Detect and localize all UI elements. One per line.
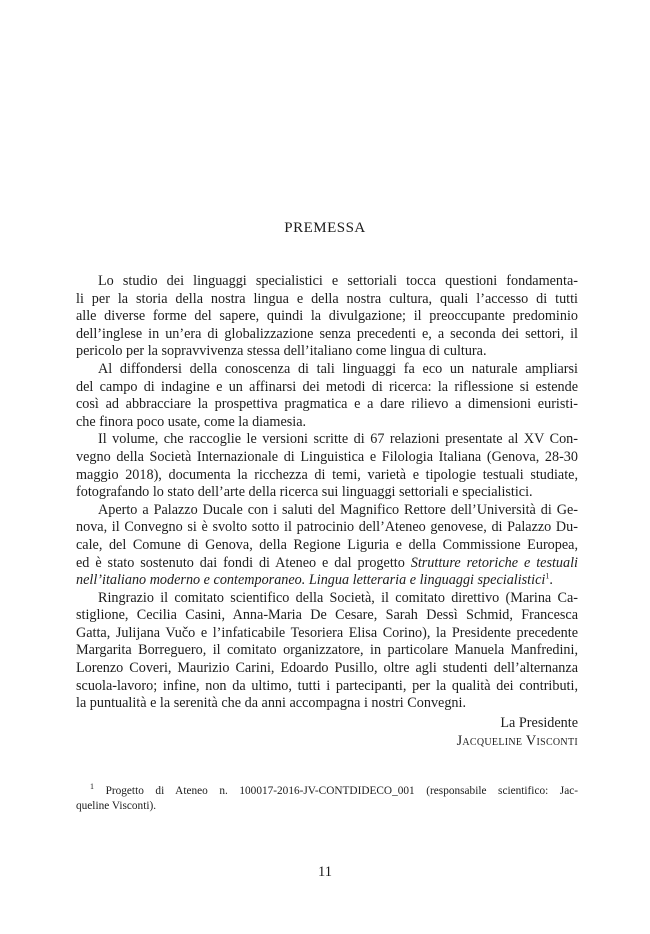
- paragraph-5-line-4: Margarita Borreguero, il comitato organizzatore, in particolare Manuela Manfredini,: [76, 642, 578, 659]
- paragraph-3-line-1: Il volume, che raccoglie le versioni scritte di 67 relazioni presentate al XV Con-: [98, 431, 578, 448]
- paragraph-1-line-1: Lo studio dei linguaggi specialistici e settoriali tocca questioni fondamenta-: [98, 273, 578, 289]
- paragraph-5-line-1: Ringrazio il comitato scientifico della Società, il comitato direttivo (Marina Ca-: [98, 589, 578, 606]
- signature-name: Jacqueline Visconti: [456, 733, 578, 749]
- project-title-part-1: Strutture retoriche e testuali: [410, 554, 578, 571]
- paragraph-1-line-2: li per la storia della nostra lingua e della nostra cultura, quali l’accesso di tutti: [76, 290, 578, 307]
- paragraph-4-line-2: nova, il Convegno si è svolto sotto il patrocinio dell’Ateneo genovese, di Palazzo Du-: [76, 519, 578, 536]
- signature-block: [457, 714, 578, 750]
- footnote-reference[interactable]: 1: [545, 571, 550, 581]
- paragraph-4-line-5: [76, 572, 578, 590]
- footnote-line-1-text: Progetto di Ateneo n. 100017-2016-JV-CONTDIDECO_001 (responsabile scientifico: Jac-: [105, 785, 578, 797]
- paragraph-3-line-2: vegno della Società Internazionale di Linguistica e Filologia Italiana (Genova, 28-30: [76, 448, 578, 465]
- paragraph-4-line-5-tail: .: [549, 572, 553, 589]
- page-number: 11: [318, 864, 332, 880]
- paragraph-1-line-4: dell’inglese in un’era di globalizzazione senza precedenti e, a seconda dei settori, il: [76, 325, 578, 342]
- paragraph-4-line-4-text: ed è stato sostenuto dai fondi di Ateneo e dal progetto: [76, 554, 411, 571]
- paragraph-2-line-2: del campo di indagine e un affinarsi dei metodi di ricerca: la riflessione si estende: [76, 378, 578, 395]
- paragraph-1-line-3: alle diverse forme del sapere, quindi la divulgazione; il preoccupante predominio: [76, 308, 578, 325]
- footnote-line-1: [76, 784, 578, 799]
- body-text: [76, 273, 578, 713]
- footnote-marker: 1: [90, 782, 94, 792]
- paragraph-2-line-4: che finora poco usate, come la diamesia.: [76, 413, 307, 430]
- paragraph-2-line-3: così ad abbracciare la prospettiva pragmatica e a dare rilievo a dimensioni euristi-: [76, 396, 578, 413]
- paragraph-3-line-4: fotografando lo stato dell’arte della ricerca sui linguaggi settoriali e specialistici.: [76, 484, 533, 501]
- paragraph-4-line-1: Aperto a Palazzo Ducale con i saluti del Magnifico Rettore dell’Università di Ge-: [98, 501, 578, 518]
- paragraph-5-line-5: Lorenzo Coveri, Maurizio Carini, Edoardo Pusillo, oltre agli studenti dell’alternanza: [76, 660, 578, 677]
- paragraph-5-line-6: scuola-lavoro; infine, non da ultimo, tutti i partecipanti, per la qualità dei contributi,: [76, 677, 578, 694]
- paragraph-2-line-1: Al diffondersi della conoscenza di tali linguaggi fa eco un naturale ampliarsi: [98, 360, 578, 377]
- paragraph-1-line-5: pericolo per la sopravvivenza stessa dell’italiano come lingua di cultura.: [76, 343, 487, 360]
- page-title: PREMESSA: [284, 220, 366, 236]
- paragraph-5-line-7: la puntualità e la serenità che da anni accompagna i nostri Convegni.: [76, 695, 467, 712]
- paragraph-4-line-4: [76, 555, 578, 573]
- paragraph-5-line-2: stiglione, Cecilia Casini, Anna-Maria De Cesare, Sarah Dessì Schmid, Francesca: [76, 607, 578, 624]
- project-title-part-2: nell’italiano moderno e contemporaneo. Lingua letteraria e linguaggi specialistici: [76, 572, 546, 589]
- footnote: [76, 784, 578, 814]
- footnote-line-2: queline Visconti).: [76, 800, 157, 812]
- paragraph-4-line-3: cale, del Comune di Genova, della Regione Liguria e della Commissione Europea,: [76, 536, 578, 553]
- paragraph-5-line-3: Gatta, Julijana Vučo e l’infaticabile Tesoriera Elisa Corino), la Presidente precedente: [76, 624, 578, 641]
- paragraph-3-line-3: maggio 2018), documenta la ricchezza di temi, varietà e tipologie testuali studiate,: [76, 466, 578, 483]
- signature-role: La Presidente: [500, 715, 578, 731]
